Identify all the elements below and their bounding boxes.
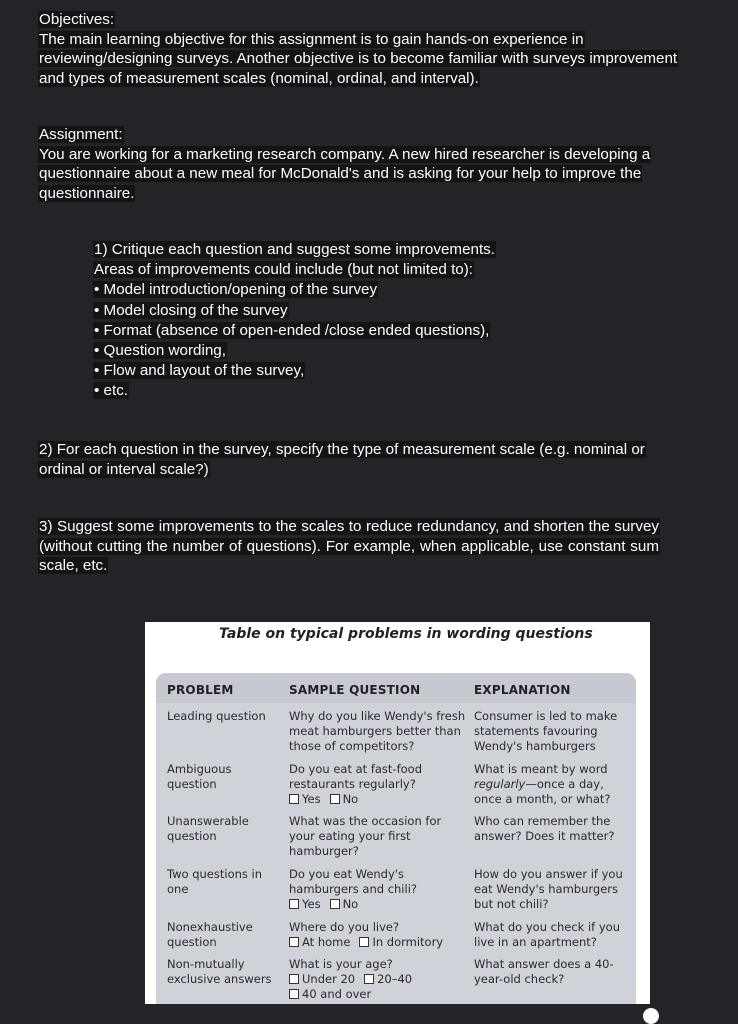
list-item: • Question wording, <box>94 342 226 360</box>
option-label: Yes <box>302 792 321 806</box>
objectives-body: The main learning objective for this assignment is to gain hands-on experience in reviewing/designing surveys. Another objective is to become familiar with surveys improvement and types of measurement scales (nominal, ordinal, and interval). <box>39 30 678 87</box>
question-2-section <box>38 440 688 479</box>
scroll-indicator[interactable] <box>643 1008 659 1024</box>
assignment-heading: Assignment: <box>39 126 123 143</box>
question-1-intro: Areas of improvements could include (but not limited to): <box>94 261 474 279</box>
list-item: • Model introduction/opening of the survey <box>94 281 378 299</box>
row-ambiguous-explanation: What is meant by word regularly—once a day, once a month, or what? <box>474 762 611 806</box>
row-unanswerable-problem: Unanswerable question <box>167 814 249 843</box>
wording-problems-figure <box>145 622 650 1004</box>
row-ambiguous-question: Do you eat at fast-food restaurants regularly? <box>289 762 422 791</box>
checkbox-icon <box>289 974 299 984</box>
row-ambiguous-sample <box>289 762 474 807</box>
question-3-section <box>38 517 660 576</box>
list-item: • etc. <box>94 382 129 400</box>
list-item: • Format (absence of open-ended /close ended questions), <box>94 321 490 339</box>
header-sample-question: SAMPLE QUESTION <box>289 683 421 697</box>
option-label: 20–40 <box>377 972 413 986</box>
header-problem: PROBLEM <box>167 683 234 697</box>
row-nonexhaustive-sample <box>289 920 474 950</box>
row-ambiguous-problem: Ambiguous question <box>167 762 232 791</box>
row-leading-problem: Leading question <box>167 709 266 723</box>
checkbox-icon <box>289 899 299 909</box>
question-3-text: 3) Suggest some improvements to the scales to reduce redundancy, and shorten the survey (without cutting the number of questions). For example, when applicable, use constant sum scale, etc. <box>39 518 659 574</box>
table-header <box>156 673 636 703</box>
row-two-questions-problem: Two questions in one <box>167 867 263 896</box>
checkbox-icon <box>359 937 369 947</box>
objectives-section <box>38 10 688 88</box>
objectives-heading: Objectives: <box>39 11 115 28</box>
option-label: No <box>342 792 359 806</box>
question-1-title: 1) Critique each question and suggest some improvements. <box>94 241 495 258</box>
row-non-mutually-exclusive-explanation: What answer does a 40-year-old check? <box>474 957 614 986</box>
row-nonexhaustive-question: Where do you live? <box>289 920 400 934</box>
row-non-mutually-exclusive-problem: Non-mutually exclusive answers <box>167 957 272 986</box>
option-label: No <box>342 897 359 911</box>
option-label: Yes <box>302 897 321 911</box>
row-two-questions-sample <box>289 867 474 912</box>
row-unanswerable-question: What was the occasion for your eating your first hamburger? <box>289 814 442 858</box>
improvement-areas-list <box>93 280 693 401</box>
assignment-section <box>38 125 688 203</box>
checkbox-icon <box>289 794 299 804</box>
row-leading-question: Why do you like Wendy's fresh meat hamburgers better than those of competitors? <box>289 709 466 753</box>
option-label: In dormitory <box>372 935 444 949</box>
checkbox-icon <box>289 937 299 947</box>
option-label: Under 20 <box>302 972 356 986</box>
wording-problems-table <box>156 673 636 1004</box>
row-unanswerable-explanation: Who can remember the answer? Does it matter? <box>474 814 615 843</box>
row-two-questions-explanation: How do you answer if you eat Wendy's hamburgers but not chili? <box>474 867 623 911</box>
option-label: 40 and over <box>302 987 372 1001</box>
checkbox-icon <box>330 794 340 804</box>
row-non-mutually-exclusive-question: What is your age? <box>289 957 393 971</box>
checkbox-icon <box>330 899 340 909</box>
list-item: • Model closing of the survey <box>94 301 288 319</box>
row-nonexhaustive-explanation: What do you check if you live in an apartment? <box>474 920 621 949</box>
header-explanation: EXPLANATION <box>474 683 571 697</box>
table-title: Table on typical problems in wording questions <box>219 626 593 642</box>
question-2-text: 2) For each question in the survey, specify the type of measurement scale (e.g. nominal or ordinal or interval scale?) <box>39 441 645 478</box>
question-1-section <box>93 240 693 402</box>
checkbox-icon <box>364 974 374 984</box>
list-item: • Flow and layout of the survey, <box>94 362 305 380</box>
row-non-mutually-exclusive-sample <box>289 957 474 1002</box>
option-label: At home <box>302 935 351 949</box>
row-two-questions-question: Do you eat Wendy's hamburgers and chili? <box>289 867 417 896</box>
row-nonexhaustive-problem: Nonexhaustive question <box>167 920 253 949</box>
checkbox-icon <box>289 989 299 999</box>
assignment-body: You are working for a marketing research company. A new hired researcher is developing a questionnaire about a new meal for McDonald's and is asking for your help to improve the questionnaire. <box>39 145 651 202</box>
row-leading-explanation: Consumer is led to make statements favouring Wendy's hamburgers <box>474 709 618 753</box>
